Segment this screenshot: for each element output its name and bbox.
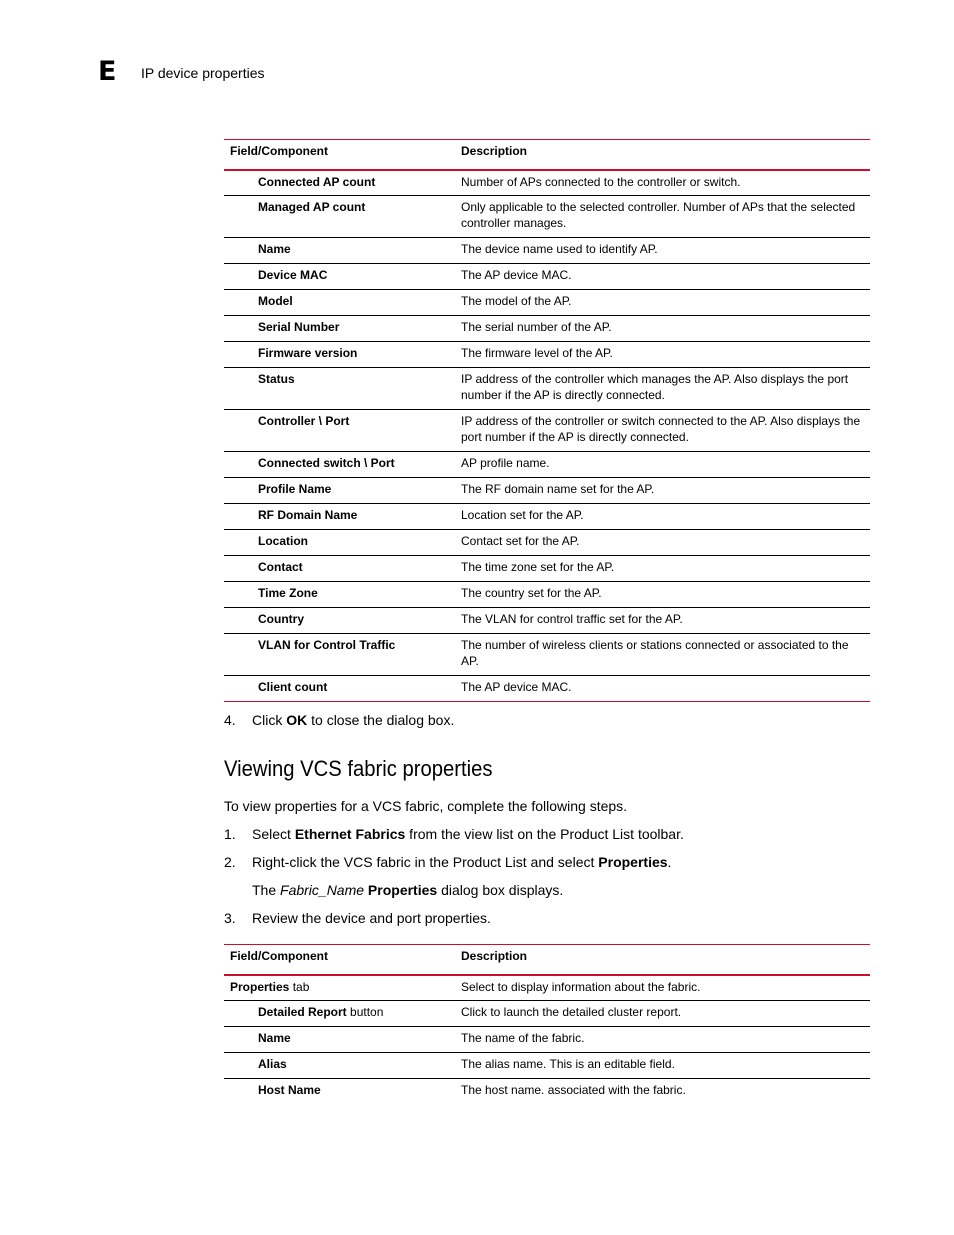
field-description: The time zone set for the AP. [461, 560, 615, 574]
section-heading: Viewing VCS fabric properties [224, 756, 493, 781]
column-header-description: Description [461, 144, 528, 158]
field-name: Host Name [258, 1083, 321, 1097]
field-description: The country set for the AP. [461, 586, 602, 600]
field-description: IP address of the controller or switch connected to the AP. Also displays the port number if the AP is directly connected. [461, 414, 861, 444]
field-description: Location set for the AP. [461, 508, 584, 522]
field-description: The name of the fabric. [461, 1031, 585, 1045]
ap-properties-table [224, 139, 870, 702]
table-row [224, 975, 870, 1001]
field-name: Serial Number [258, 320, 340, 334]
field-description: Select to display information about the fabric. [461, 979, 701, 994]
field-name: Model [258, 294, 293, 308]
field-name: Detailed Report button [258, 1005, 384, 1019]
field-name: Managed AP count [258, 200, 366, 214]
field-name: Name [258, 1031, 291, 1045]
table-row [224, 530, 870, 556]
field-description: The AP device MAC. [461, 680, 572, 694]
ok-label: OK [286, 712, 308, 728]
column-header-field: Field/Component [230, 949, 328, 963]
table-row [224, 634, 870, 676]
table-row [224, 170, 870, 196]
field-name: Location [258, 534, 308, 548]
table-header-row [224, 140, 870, 170]
field-name: Contact [258, 560, 303, 574]
field-description: Number of APs connected to the controller or switch. [461, 174, 741, 189]
field-name: Firmware version [258, 346, 358, 360]
table-row [224, 1053, 870, 1079]
field-description: The firmware level of the AP. [461, 346, 613, 360]
table-row [224, 676, 870, 702]
field-description: The RF domain name set for the AP. [461, 482, 655, 496]
field-name: Alias [258, 1057, 287, 1071]
field-description: Contact set for the AP. [461, 534, 580, 548]
field-name: Connected switch \ Port [258, 456, 395, 470]
table-row [224, 238, 870, 264]
field-description: The device name used to identify AP. [461, 242, 658, 256]
field-description: The number of wireless clients or stations connected or associated to the AP. [461, 638, 849, 668]
field-name: Properties tab [230, 979, 310, 994]
field-description: The model of the AP. [461, 294, 572, 308]
field-name: Profile Name [258, 482, 332, 496]
field-description: IP address of the controller which manages the AP. Also displays the port number if the AP is directly connected. [461, 372, 849, 402]
field-name: Country [258, 612, 304, 626]
table-row [224, 556, 870, 582]
section-intro: To view properties for a VCS fabric, complete the following steps. [224, 798, 628, 814]
table-row [224, 1079, 870, 1105]
table-row [224, 290, 870, 316]
field-description: Click to launch the detailed cluster report. [461, 1005, 682, 1019]
table-row [224, 316, 870, 342]
field-description: The serial number of the AP. [461, 320, 612, 334]
step-number: 4. [224, 712, 236, 728]
field-name: Controller \ Port [258, 414, 350, 428]
table-row [224, 264, 870, 290]
table-row [224, 368, 870, 410]
field-name: Status [258, 372, 295, 386]
step-text: Right-click the VCS fabric in the Product List and select Properties. [252, 854, 672, 870]
field-name: Client count [258, 680, 328, 694]
field-name: Device MAC [258, 268, 328, 282]
step-result-text: The Fabric_Name Properties dialog box displays. [252, 882, 564, 898]
step-text: Click OK to close the dialog box. [252, 712, 455, 728]
table-row [224, 410, 870, 452]
table-row [224, 478, 870, 504]
table-row [224, 582, 870, 608]
step-text: Review the device and port properties. [252, 910, 491, 926]
step-text: Select Ethernet Fabrics from the view list on the Product List toolbar. [252, 826, 684, 842]
field-name: RF Domain Name [258, 508, 358, 522]
field-description: The alias name. This is an editable field. [461, 1057, 675, 1071]
table-row [224, 1001, 870, 1027]
field-description: The VLAN for control traffic set for the AP. [461, 612, 683, 626]
table-row [224, 342, 870, 368]
column-header-description: Description [461, 949, 528, 963]
field-name: Time Zone [258, 586, 318, 600]
column-header-field: Field/Component [230, 144, 328, 158]
field-name: Name [258, 242, 291, 256]
field-description: AP profile name. [461, 456, 550, 470]
field-description: The AP device MAC. [461, 268, 572, 282]
field-name: Connected AP count [258, 174, 376, 189]
fabric-properties-table [224, 944, 870, 1105]
table-row [224, 608, 870, 634]
appendix-letter: E [98, 56, 117, 87]
running-title: IP device properties [141, 65, 265, 81]
step-number: 2. [224, 854, 236, 870]
step-number: 3. [224, 910, 236, 926]
step-number: 1. [224, 826, 236, 842]
table-row [224, 1027, 870, 1053]
table-header-row [224, 945, 870, 975]
field-name: VLAN for Control Traffic [258, 638, 396, 652]
table-row [224, 196, 870, 238]
table-row [224, 452, 870, 478]
field-description: Only applicable to the selected controller. Number of APs that the selected controller manages. [461, 200, 856, 230]
table-row [224, 504, 870, 530]
field-description: The host name. associated with the fabric. [461, 1083, 686, 1097]
